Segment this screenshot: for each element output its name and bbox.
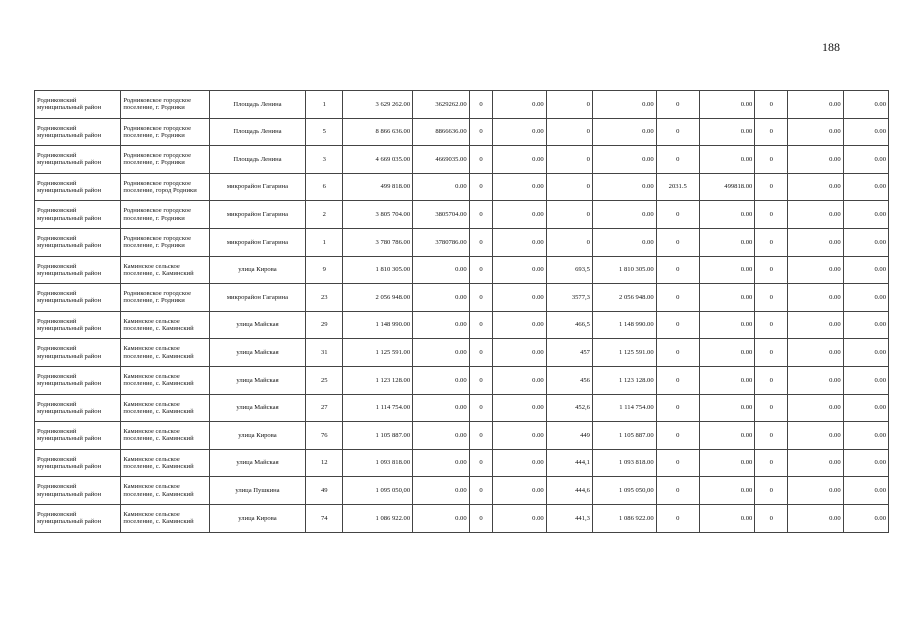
area-type5-cell: 0: [755, 477, 788, 505]
settlement-cell: Родниковское городское поселение, г. Родники: [121, 228, 209, 256]
total-cost-cell: 1 086 922.00: [343, 504, 413, 532]
district-cell: Родниковский муниципальный район: [35, 284, 121, 312]
area-type3-cell: 441,3: [546, 504, 592, 532]
cost-type6-cell: 0.00: [843, 91, 888, 119]
table-row: [35, 449, 889, 477]
table-row: [35, 504, 889, 532]
cost-type1-cell: 0.00: [413, 394, 470, 422]
cost-type1-cell: 0.00: [413, 477, 470, 505]
district-cell: Родниковский муниципальный район: [35, 366, 121, 394]
settlement-cell: Каминское сельское поселение, с. Каминский: [121, 394, 209, 422]
total-cost-cell: 1 105 887.00: [343, 422, 413, 450]
district-cell: Родниковский муниципальный район: [35, 477, 121, 505]
area-type2-cell: 0: [469, 284, 493, 312]
table-row: [35, 284, 889, 312]
house-number-cell: 1: [306, 91, 343, 119]
street-cell: микрорайон Гагарина: [209, 173, 306, 201]
table-row: [35, 366, 889, 394]
area-type5-cell: 0: [755, 284, 788, 312]
area-type4-cell: 0: [656, 366, 699, 394]
area-type2-cell: 0: [469, 366, 493, 394]
cost-type5-cell: 0.00: [788, 201, 843, 229]
settlement-cell: Каминское сельское поселение, с. Каминский: [121, 477, 209, 505]
area-type3-cell: 444,1: [546, 449, 592, 477]
cost-type3-cell: 1 123 128.00: [592, 366, 656, 394]
area-type3-cell: 0: [546, 173, 592, 201]
cost-type5-cell: 0.00: [788, 422, 843, 450]
cost-type4-cell: 0.00: [699, 256, 754, 284]
cost-type3-cell: 1 125 591.00: [592, 339, 656, 367]
cost-type1-cell: 0.00: [413, 256, 470, 284]
cost-type4-cell: 0.00: [699, 394, 754, 422]
area-type5-cell: 0: [755, 449, 788, 477]
total-cost-cell: 1 125 591.00: [343, 339, 413, 367]
district-cell: Родниковский муниципальный район: [35, 422, 121, 450]
page-number: 188: [822, 40, 840, 54]
area-type3-cell: 0: [546, 146, 592, 174]
table-row: [35, 118, 889, 146]
area-type2-cell: 0: [469, 146, 493, 174]
cost-type4-cell: 0.00: [699, 118, 754, 146]
area-type4-cell: 0: [656, 118, 699, 146]
cost-type2-cell: 0.00: [493, 366, 546, 394]
cost-type2-cell: 0.00: [493, 146, 546, 174]
cost-type1-cell: 0.00: [413, 422, 470, 450]
area-type2-cell: 0: [469, 422, 493, 450]
street-cell: улица Кирова: [209, 422, 306, 450]
district-cell: Родниковский муниципальный район: [35, 504, 121, 532]
cost-type3-cell: 0.00: [592, 228, 656, 256]
cost-type4-cell: 0.00: [699, 477, 754, 505]
cost-type2-cell: 0.00: [493, 173, 546, 201]
settlement-cell: Каминское сельское поселение, с. Каминский: [121, 504, 209, 532]
settlement-cell: Каминское сельское поселение, с. Каминский: [121, 311, 209, 339]
cost-type1-cell: 0.00: [413, 173, 470, 201]
area-type5-cell: 0: [755, 422, 788, 450]
house-number-cell: 31: [306, 339, 343, 367]
cost-type5-cell: 0.00: [788, 91, 843, 119]
area-type2-cell: 0: [469, 394, 493, 422]
area-type3-cell: 466,5: [546, 311, 592, 339]
cost-type1-cell: 3805704.00: [413, 201, 470, 229]
house-number-cell: 27: [306, 394, 343, 422]
total-cost-cell: 1 123 128.00: [343, 366, 413, 394]
district-cell: Родниковский муниципальный район: [35, 311, 121, 339]
cost-type4-cell: 0.00: [699, 366, 754, 394]
settlement-cell: Каминское сельское поселение, с. Каминский: [121, 339, 209, 367]
cost-type3-cell: 1 086 922.00: [592, 504, 656, 532]
cost-type5-cell: 0.00: [788, 228, 843, 256]
street-cell: улица Пушкина: [209, 477, 306, 505]
area-type5-cell: 0: [755, 201, 788, 229]
street-cell: Площадь Ленина: [209, 91, 306, 119]
cost-type1-cell: 4669035.00: [413, 146, 470, 174]
table-row: [35, 422, 889, 450]
settlement-cell: Каминское сельское поселение, с. Каминский: [121, 449, 209, 477]
cost-type5-cell: 0.00: [788, 146, 843, 174]
area-type2-cell: 0: [469, 201, 493, 229]
area-type5-cell: 0: [755, 256, 788, 284]
cost-type2-cell: 0.00: [493, 201, 546, 229]
cost-type5-cell: 0.00: [788, 477, 843, 505]
area-type4-cell: 0: [656, 422, 699, 450]
cost-type3-cell: 2 056 948.00: [592, 284, 656, 312]
cost-type6-cell: 0.00: [843, 256, 888, 284]
total-cost-cell: 3 805 704.00: [343, 201, 413, 229]
cost-type1-cell: 0.00: [413, 449, 470, 477]
area-type5-cell: 0: [755, 91, 788, 119]
total-cost-cell: 1 093 818.00: [343, 449, 413, 477]
area-type2-cell: 0: [469, 477, 493, 505]
district-cell: Родниковский муниципальный район: [35, 173, 121, 201]
cost-type6-cell: 0.00: [843, 449, 888, 477]
area-type4-cell: 2031.5: [656, 173, 699, 201]
area-type4-cell: 0: [656, 91, 699, 119]
table-row: [35, 146, 889, 174]
area-type2-cell: 0: [469, 311, 493, 339]
area-type4-cell: 0: [656, 477, 699, 505]
district-cell: Родниковский муниципальный район: [35, 146, 121, 174]
cost-type2-cell: 0.00: [493, 339, 546, 367]
total-cost-cell: 8 866 636.00: [343, 118, 413, 146]
house-number-cell: 76: [306, 422, 343, 450]
area-type3-cell: 0: [546, 118, 592, 146]
cost-type5-cell: 0.00: [788, 394, 843, 422]
area-type5-cell: 0: [755, 173, 788, 201]
cost-type4-cell: 0.00: [699, 284, 754, 312]
settlement-cell: Родниковское городское поселение, г. Родники: [121, 284, 209, 312]
cost-type4-cell: 0.00: [699, 146, 754, 174]
cost-type4-cell: 0.00: [699, 91, 754, 119]
district-cell: Родниковский муниципальный район: [35, 91, 121, 119]
cost-type2-cell: 0.00: [493, 504, 546, 532]
settlement-cell: Родниковское городское поселение, г. Родники: [121, 91, 209, 119]
area-type5-cell: 0: [755, 394, 788, 422]
street-cell: микрорайон Гагарина: [209, 201, 306, 229]
street-cell: улица Майская: [209, 311, 306, 339]
total-cost-cell: 499 818.00: [343, 173, 413, 201]
total-cost-cell: 3 629 262.00: [343, 91, 413, 119]
area-type3-cell: 3577,3: [546, 284, 592, 312]
cost-type2-cell: 0.00: [493, 284, 546, 312]
cost-type6-cell: 0.00: [843, 366, 888, 394]
street-cell: Площадь Ленина: [209, 118, 306, 146]
cost-type3-cell: 0.00: [592, 118, 656, 146]
area-type5-cell: 0: [755, 118, 788, 146]
area-type4-cell: 0: [656, 394, 699, 422]
cost-type3-cell: 1 148 990.00: [592, 311, 656, 339]
cost-type5-cell: 0.00: [788, 256, 843, 284]
table-row: [35, 311, 889, 339]
cost-type6-cell: 0.00: [843, 118, 888, 146]
area-type2-cell: 0: [469, 339, 493, 367]
cost-type5-cell: 0.00: [788, 173, 843, 201]
cost-type6-cell: 0.00: [843, 394, 888, 422]
cost-type3-cell: 0.00: [592, 146, 656, 174]
area-type5-cell: 0: [755, 339, 788, 367]
street-cell: микрорайон Гагарина: [209, 284, 306, 312]
street-cell: улица Кирова: [209, 504, 306, 532]
area-type3-cell: 444,6: [546, 477, 592, 505]
table-row: [35, 477, 889, 505]
area-type3-cell: 0: [546, 91, 592, 119]
house-number-cell: 3: [306, 146, 343, 174]
area-type5-cell: 0: [755, 146, 788, 174]
area-type3-cell: 452,6: [546, 394, 592, 422]
area-type4-cell: 0: [656, 256, 699, 284]
settlement-cell: Родниковское городское поселение, г. Родники: [121, 146, 209, 174]
cost-type3-cell: 0.00: [592, 173, 656, 201]
table-row: [35, 228, 889, 256]
area-type4-cell: 0: [656, 146, 699, 174]
area-type4-cell: 0: [656, 201, 699, 229]
cost-type5-cell: 0.00: [788, 449, 843, 477]
table-row: [35, 173, 889, 201]
cost-type4-cell: 499818.00: [699, 173, 754, 201]
cost-type6-cell: 0.00: [843, 228, 888, 256]
cost-type3-cell: 1 093 818.00: [592, 449, 656, 477]
area-type3-cell: 693,5: [546, 256, 592, 284]
table-row: [35, 339, 889, 367]
area-type4-cell: 0: [656, 339, 699, 367]
area-type4-cell: 0: [656, 284, 699, 312]
data-table: [34, 90, 889, 533]
house-number-cell: 6: [306, 173, 343, 201]
area-type4-cell: 0: [656, 311, 699, 339]
area-type4-cell: 0: [656, 449, 699, 477]
cost-type4-cell: 0.00: [699, 339, 754, 367]
area-type3-cell: 457: [546, 339, 592, 367]
cost-type3-cell: 1 810 305.00: [592, 256, 656, 284]
cost-type2-cell: 0.00: [493, 118, 546, 146]
table-row: [35, 256, 889, 284]
cost-type2-cell: 0.00: [493, 449, 546, 477]
street-cell: Площадь Ленина: [209, 146, 306, 174]
house-number-cell: 29: [306, 311, 343, 339]
cost-type2-cell: 0.00: [493, 394, 546, 422]
cost-type3-cell: 0.00: [592, 91, 656, 119]
total-cost-cell: 1 114 754.00: [343, 394, 413, 422]
cost-type2-cell: 0.00: [493, 422, 546, 450]
cost-type6-cell: 0.00: [843, 201, 888, 229]
cost-type1-cell: 0.00: [413, 504, 470, 532]
area-type2-cell: 0: [469, 504, 493, 532]
cost-type4-cell: 0.00: [699, 201, 754, 229]
total-cost-cell: 1 148 990.00: [343, 311, 413, 339]
table-row: [35, 394, 889, 422]
cost-type1-cell: 0.00: [413, 339, 470, 367]
cost-type6-cell: 0.00: [843, 173, 888, 201]
cost-type4-cell: 0.00: [699, 311, 754, 339]
cost-type2-cell: 0.00: [493, 91, 546, 119]
area-type2-cell: 0: [469, 228, 493, 256]
cost-type4-cell: 0.00: [699, 228, 754, 256]
cost-type5-cell: 0.00: [788, 284, 843, 312]
area-type3-cell: 456: [546, 366, 592, 394]
table-row: [35, 91, 889, 119]
settlement-cell: Родниковское городское поселение, г. Родники: [121, 118, 209, 146]
district-cell: Родниковский муниципальный район: [35, 339, 121, 367]
cost-type3-cell: 1 095 050,00: [592, 477, 656, 505]
cost-type3-cell: 0.00: [592, 201, 656, 229]
street-cell: улица Майская: [209, 366, 306, 394]
cost-type3-cell: 1 114 754.00: [592, 394, 656, 422]
cost-type4-cell: 0.00: [699, 422, 754, 450]
settlement-cell: Каминское сельское поселение, с. Каминский: [121, 366, 209, 394]
cost-type2-cell: 0.00: [493, 228, 546, 256]
area-type5-cell: 0: [755, 228, 788, 256]
cost-type4-cell: 0.00: [699, 449, 754, 477]
area-type5-cell: 0: [755, 366, 788, 394]
cost-type1-cell: 0.00: [413, 366, 470, 394]
area-type5-cell: 0: [755, 311, 788, 339]
house-number-cell: 5: [306, 118, 343, 146]
district-cell: Родниковский муниципальный район: [35, 201, 121, 229]
cost-type6-cell: 0.00: [843, 504, 888, 532]
cost-type6-cell: 0.00: [843, 146, 888, 174]
cost-type5-cell: 0.00: [788, 339, 843, 367]
table-row: [35, 201, 889, 229]
cost-type2-cell: 0.00: [493, 477, 546, 505]
cost-type6-cell: 0.00: [843, 284, 888, 312]
house-number-cell: 9: [306, 256, 343, 284]
house-number-cell: 74: [306, 504, 343, 532]
cost-type5-cell: 0.00: [788, 311, 843, 339]
cost-type6-cell: 0.00: [843, 339, 888, 367]
cost-type6-cell: 0.00: [843, 477, 888, 505]
cost-type5-cell: 0.00: [788, 118, 843, 146]
area-type4-cell: 0: [656, 228, 699, 256]
house-number-cell: 25: [306, 366, 343, 394]
street-cell: микрорайон Гагарина: [209, 228, 306, 256]
district-cell: Родниковский муниципальный район: [35, 228, 121, 256]
total-cost-cell: 1 095 050,00: [343, 477, 413, 505]
cost-type1-cell: 3780786.00: [413, 228, 470, 256]
total-cost-cell: 2 056 948.00: [343, 284, 413, 312]
cost-type4-cell: 0.00: [699, 504, 754, 532]
cost-type1-cell: 0.00: [413, 311, 470, 339]
house-number-cell: 49: [306, 477, 343, 505]
settlement-cell: Каминское сельское поселение, с. Каминский: [121, 422, 209, 450]
settlement-cell: Родниковское городское поселение, г. Родники: [121, 201, 209, 229]
cost-type1-cell: 8866636.00: [413, 118, 470, 146]
area-type3-cell: 0: [546, 228, 592, 256]
cost-type1-cell: 0.00: [413, 284, 470, 312]
district-cell: Родниковский муниципальный район: [35, 449, 121, 477]
cost-type6-cell: 0.00: [843, 422, 888, 450]
district-cell: Родниковский муниципальный район: [35, 118, 121, 146]
house-number-cell: 1: [306, 228, 343, 256]
cost-type5-cell: 0.00: [788, 366, 843, 394]
cost-type6-cell: 0.00: [843, 311, 888, 339]
area-type2-cell: 0: [469, 256, 493, 284]
cost-type5-cell: 0.00: [788, 504, 843, 532]
cost-type3-cell: 1 105 887.00: [592, 422, 656, 450]
house-number-cell: 12: [306, 449, 343, 477]
area-type2-cell: 0: [469, 449, 493, 477]
district-cell: Родниковский муниципальный район: [35, 256, 121, 284]
settlement-cell: Родниковское городское поселение, город Родники: [121, 173, 209, 201]
area-type2-cell: 0: [469, 173, 493, 201]
total-cost-cell: 3 780 786.00: [343, 228, 413, 256]
street-cell: улица Майская: [209, 394, 306, 422]
house-number-cell: 2: [306, 201, 343, 229]
area-type3-cell: 0: [546, 201, 592, 229]
area-type5-cell: 0: [755, 504, 788, 532]
street-cell: улица Кирова: [209, 256, 306, 284]
settlement-cell: Каминское сельское поселение, с. Каминский: [121, 256, 209, 284]
total-cost-cell: 4 669 035.00: [343, 146, 413, 174]
area-type3-cell: 449: [546, 422, 592, 450]
area-type2-cell: 0: [469, 118, 493, 146]
area-type2-cell: 0: [469, 91, 493, 119]
cost-type2-cell: 0.00: [493, 256, 546, 284]
house-number-cell: 23: [306, 284, 343, 312]
cost-type2-cell: 0.00: [493, 311, 546, 339]
cost-type1-cell: 3629262.00: [413, 91, 470, 119]
area-type4-cell: 0: [656, 504, 699, 532]
street-cell: улица Майская: [209, 339, 306, 367]
total-cost-cell: 1 810 305.00: [343, 256, 413, 284]
street-cell: улица Майская: [209, 449, 306, 477]
district-cell: Родниковский муниципальный район: [35, 394, 121, 422]
